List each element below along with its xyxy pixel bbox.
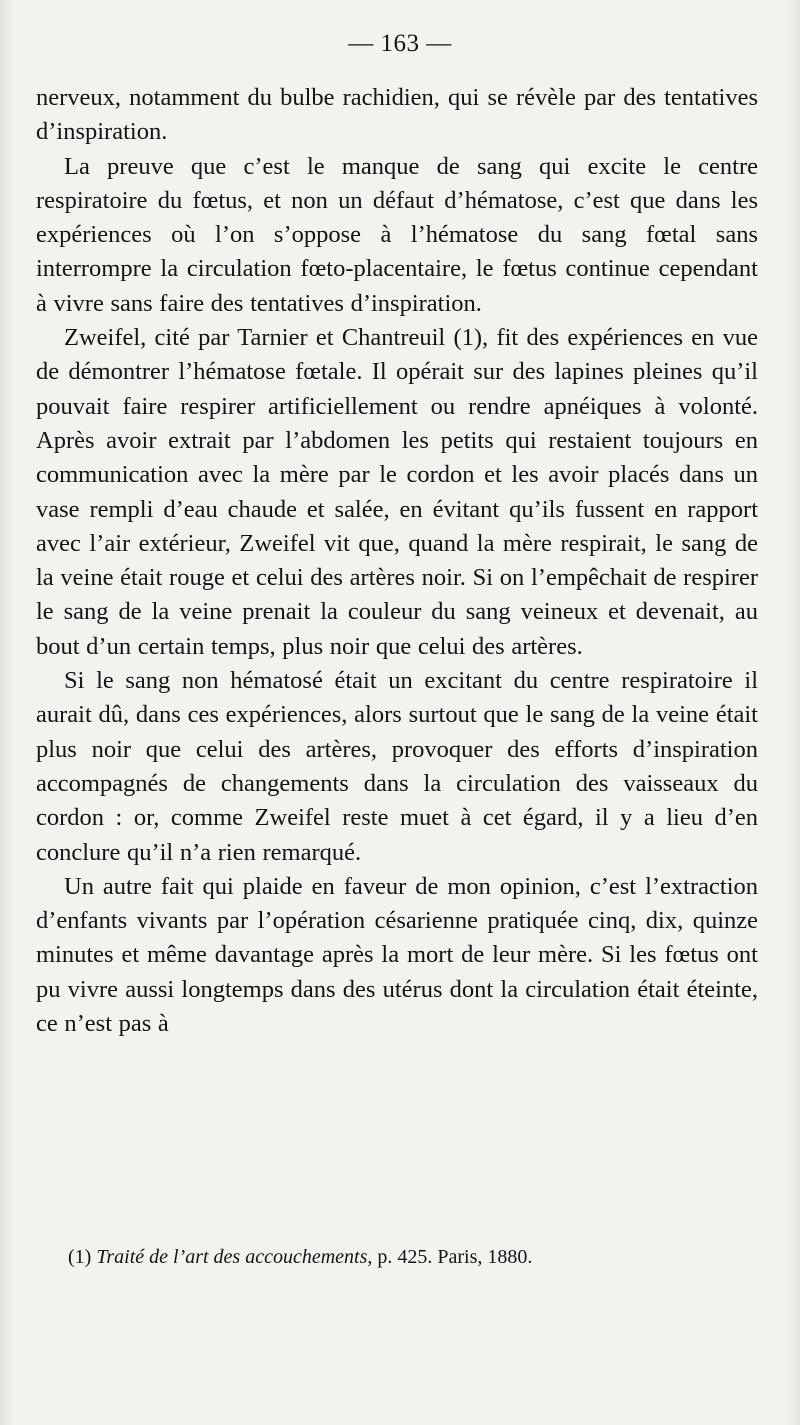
footnote-marker: (1) — [68, 1246, 97, 1268]
page-number: — 163 — — [348, 30, 452, 57]
paragraph-blood-deficiency: La preuve que c’est le manque de sang qui excite le centre respiratoire du fœtus, et non un défaut d’hématose, c’est que dans les expériences où l’on s’oppose à l’hématose du sang fœtal sans interrompre la circulation fœto-placentaire, le fœtus continue cependant à vivre sans faire des tentatives d’inspiration. — [36, 152, 758, 317]
paragraph-zweifel-experiment: Zweifel, cité par Tarnier et Chantreuil (1), fit des expériences en vue de démontrer l’hématose fœtale. Il opérait sur des lapines pleines qu’il pouvait faire respirer artificiellement ou rendre apnéiques à volonté. Après avoir extrait par l’abdomen les petits qui restaient toujours en communication avec la mère par le cordon et les avoir placés dans un vase rempli d’eau chaude et salée, en évitant qu’ils fussent en rapport avec l’air extérieur, Zweifel vit que, quand la mère respirait, le sang de la veine était rouge et celui des artères noir. Si on l’empêchait de respirer le sang de la veine prenait la couleur du sang veineux et devenait, au bout d’un certain temps, plus noir que celui des artères. — [36, 324, 758, 660]
paragraph-non-hematosed-blood: Si le sang non hématosé était un excitant du centre respiratoire il aurait dû, dans ces expériences, alors surtout que le sang de la veine était plus noir que celui des artères, provoquer des efforts d’inspiration accompagnés de changements dans la circulation des vaisseaux du cordon : or, comme Zweifel reste muet à cet égard, il y a lieu d’en conclure qu’il n’a rien remarqué. — [36, 667, 758, 866]
paragraph-continuation: nerveux, notamment du bulbe rachidien, qui se révèle par des tentatives d’inspiration. — [36, 84, 758, 146]
footnote-reference: , p. 425. Paris, 1880. — [367, 1246, 533, 1268]
footnote — [68, 1244, 758, 1270]
paragraph-cesarean-extraction: Un autre fait qui plaide en faveur de mon opinion, c’est l’extraction d’enfants vivants par l’opération césarienne pratiquée cinq, dix, quinze minutes et même davantage après la mort de leur mère. Si les fœtus ont pu vivre aussi longtemps dans des utérus dont la circulation était éteinte, ce n’est pas à — [36, 872, 758, 1038]
footnote-title: Traité de l’art des accouchements — [96, 1246, 368, 1268]
body-text — [36, 81, 758, 1041]
